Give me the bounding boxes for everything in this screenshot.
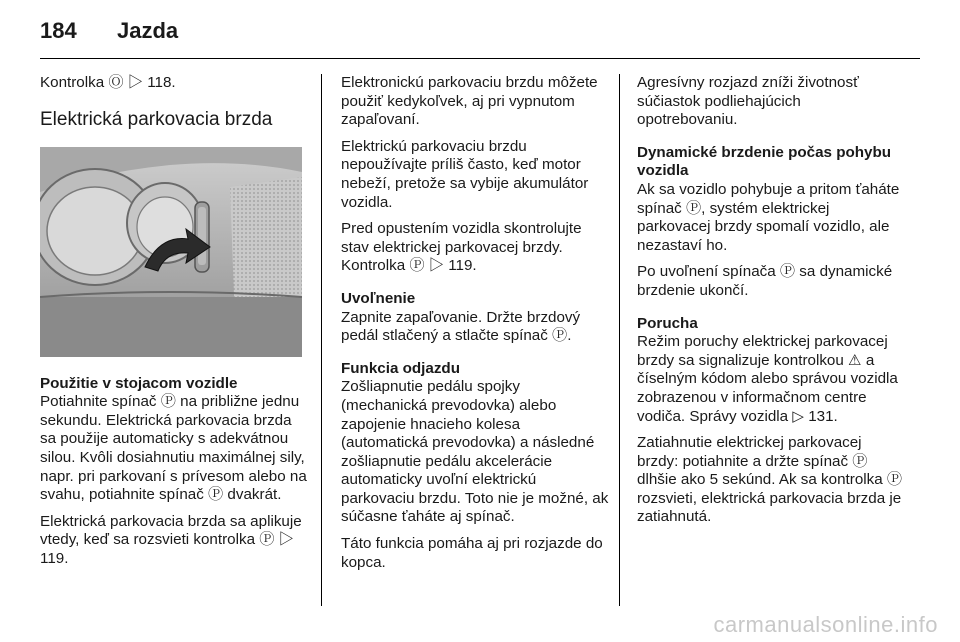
- paragraph: Režim poruchy elektrickej parkovacej brzdy sa signalizuje kontrolkou ⚠ a číselným kódom alebo správou vozidla zobrazenou v informačnom centre vodiča. Správy vozidla ▷ 131.: [637, 333, 898, 425]
- column-3: [637, 74, 905, 535]
- column-divider-2: [619, 74, 620, 606]
- paragraph: Zapnite zapaľovanie. Držte brzdový pedál stlačený a stlačte spínač Ⓟ.: [341, 308, 581, 345]
- intro-text: Kontrolka Ⓞ ▷ 118.: [40, 74, 176, 91]
- paragraph: Potiahnite spínač Ⓟ na približne jednu sekundu. Elektrická parkovacia brzda sa použije automaticky s adekvátnou silou. Kvôli dosiahnutiu maximálnej sily, napr. pri parkovaní s prívesom alebo na svahu, potiahnite spínač Ⓟ dvakrát.: [40, 393, 307, 504]
- subsection-title: Dynamické brzdenie počas pohybu vozidla: [637, 143, 892, 180]
- header-divider: [40, 58, 920, 59]
- paragraph: Zatiahnutie elektrickej parkovacej brzdy: potiahnite a držte spínač Ⓟ dlhšie ako 5 sekúnd. Ak sa kontrolka Ⓟ rozsvieti, elektrická parkovacia brzda je zatiahnutá.: [637, 434, 903, 526]
- paragraph: Elektrickú parkovaciu brzdu nepoužívajte príliš často, keď motor nebeží, pretože sa vybije akumulátor vozidla.: [341, 137, 589, 211]
- watermark: carmanualsonline.info: [713, 612, 938, 637]
- page-header: [40, 18, 920, 50]
- page-number: 184: [40, 18, 77, 43]
- column-divider-1: [321, 74, 322, 606]
- paragraph: Agresívny rozjazd zníži životnosť súčiastok podliehajúcich opotrebovaniu.: [637, 74, 859, 129]
- paragraph: Zošliapnutie pedálu spojky (mechanická prevodovka) alebo zapojenie hnacieho kolesa (automatická prevodovka) a následné zošliapnutie pedálu akcelerácie automaticky uvoľní elektrickú parkovaciu brzdu. Toto nie je možné, ak súčasne ťaháte aj spínač.: [341, 378, 609, 526]
- paragraph: Táto funkcia pomáha aj pri rozjazde do kopca.: [341, 535, 603, 571]
- subsection-title: Použitie v stojacom vozidle: [40, 374, 238, 392]
- paragraph: Po uvoľnení spínača Ⓟ sa dynamické brzdenie ukončí.: [637, 263, 893, 299]
- chapter-title: Jazda: [117, 18, 179, 43]
- parking-brake-illustration: [40, 147, 302, 357]
- parking-brake-switch-image: [40, 147, 302, 357]
- paragraph: Ak sa vozidlo pohybuje a pritom ťaháte spínač Ⓟ, systém elektrickej parkovacej brzdy spomalí vozidlo, ale nezastaví ho.: [637, 180, 900, 254]
- paragraph: Elektronickú parkovaciu brzdu môžete použiť kedykoľvek, aj pri vypnutom zapaľovaní.: [341, 74, 598, 129]
- column-1: [40, 74, 308, 577]
- section-heading: Elektrická parkovacia brzda: [40, 108, 273, 130]
- column-2: [341, 74, 609, 580]
- subsection-title: Uvoľnenie: [341, 289, 416, 307]
- paragraph: Elektrická parkovacia brzda sa aplikuje vtedy, keď sa rozsvieti kontrolka Ⓟ ▷ 119.: [40, 512, 302, 567]
- subsection-title: Funkcia odjazdu: [341, 359, 460, 377]
- paragraph: Pred opustením vozidla skontrolujte stav elektrickej parkovacej brzdy. Kontrolka Ⓟ ▷ 119.: [341, 220, 582, 275]
- subsection-title: Porucha: [637, 314, 698, 332]
